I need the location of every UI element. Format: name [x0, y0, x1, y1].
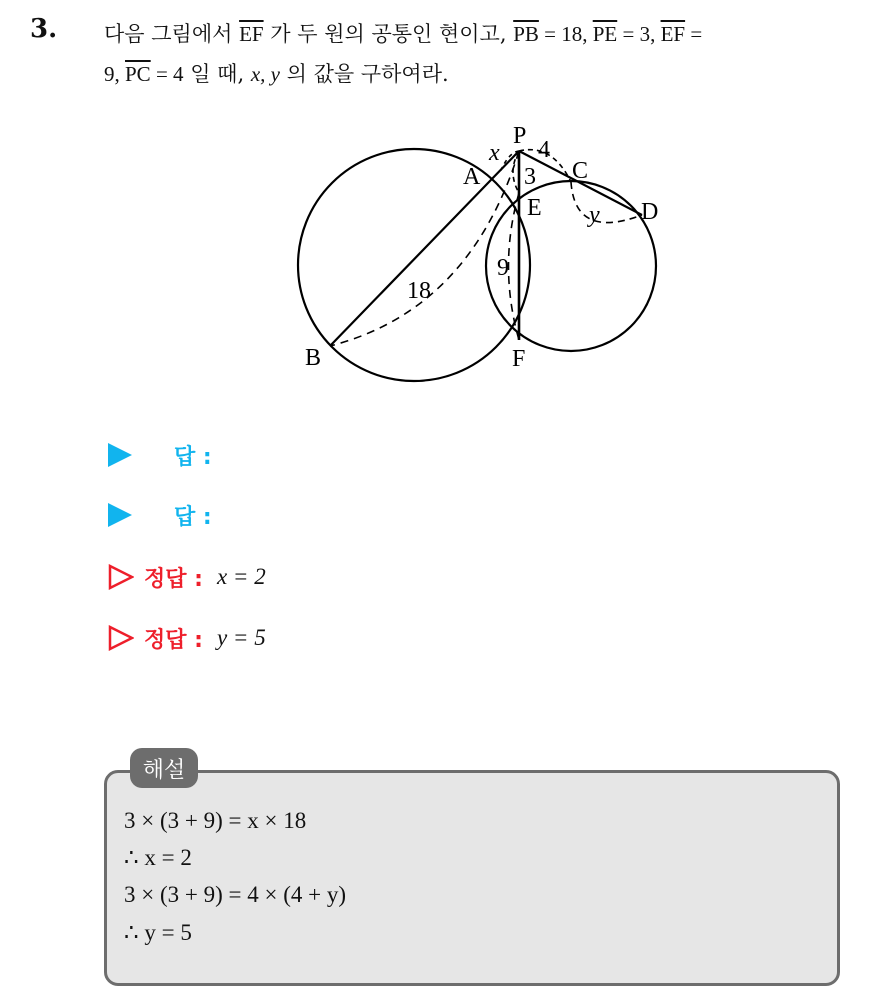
question-text: 일 때,: [183, 62, 251, 86]
correct-answer-label: 정답 :: [144, 566, 203, 592]
correct-answer-row-2: [108, 620, 266, 656]
solution-line-1: 3 × (3 + 9) = x × 18: [124, 808, 307, 833]
correct-answer-value: y = 5: [216, 625, 266, 650]
question-text-line-2: [104, 58, 449, 88]
point-label-d: D: [641, 199, 659, 225]
small-circle: [486, 181, 659, 351]
point-label-b: B: [305, 345, 322, 371]
solution-box: [104, 770, 840, 986]
answer-marker-icon: [108, 503, 132, 527]
solution-line-4: ∴ y = 5: [124, 920, 192, 945]
solution-line-2: ∴ x = 2: [124, 845, 192, 870]
point-label-e: E: [527, 195, 542, 221]
outline-triangle-icon: [108, 564, 134, 590]
length-label-pb: 18: [407, 278, 431, 304]
variable-label-x: x: [489, 140, 500, 166]
point-label-a: A: [463, 164, 481, 190]
variable-label-y: y: [589, 202, 600, 228]
equation-ef-value: 9,: [104, 62, 125, 86]
question-text-line-1: [104, 18, 702, 48]
segment-ef: $\overline{EF}$: [239, 22, 264, 46]
equation-pe: = 3,: [617, 22, 661, 46]
question-number: 3.: [30, 14, 58, 44]
correct-answer-label: 정답 :: [144, 627, 203, 653]
correct-answer-value: x = 2: [216, 564, 266, 589]
segment-ef: $\overline{EF}$: [660, 22, 686, 46]
outline-triangle-icon: [108, 625, 134, 651]
question-text: 의 값을 구하여라.: [279, 62, 449, 86]
equation-ef: =: [685, 22, 703, 46]
point-label-f: F: [512, 346, 526, 372]
segment-pe: $\overline{PE}$: [592, 22, 618, 46]
point-label-c: C: [572, 158, 589, 184]
segment-pc: $\overline{PC}$: [125, 62, 151, 86]
equation-pc: = 4: [150, 62, 184, 86]
length-label-pe: 3: [524, 164, 536, 190]
question-text: 다음 그림에서: [104, 22, 240, 46]
variables-xy: x, y: [250, 62, 280, 86]
point-label-p: P: [513, 123, 527, 149]
length-label-ef: 9: [497, 255, 509, 281]
answer-row-2: [108, 497, 226, 533]
correct-answer-row-1: [108, 559, 266, 595]
segment-pb: $\overline{PB}$: [513, 22, 539, 46]
answer-label: 답 :: [174, 504, 212, 530]
solution-line-3: 3 × (3 + 9) = 4 × (4 + y): [124, 882, 346, 907]
large-circle: [298, 149, 530, 381]
answer-row-1: [108, 437, 226, 473]
length-label-pc: 4: [538, 137, 550, 163]
geometry-figure: [270, 110, 670, 400]
equation-pb: = 18,: [538, 22, 593, 46]
segment-pb-line: [330, 151, 519, 346]
question-text: 가 두 원의 공통인 현이고,: [263, 22, 514, 46]
answer-marker-icon: [108, 443, 132, 467]
answer-label: 답 :: [174, 444, 212, 470]
solution-title: 해설: [130, 748, 198, 788]
